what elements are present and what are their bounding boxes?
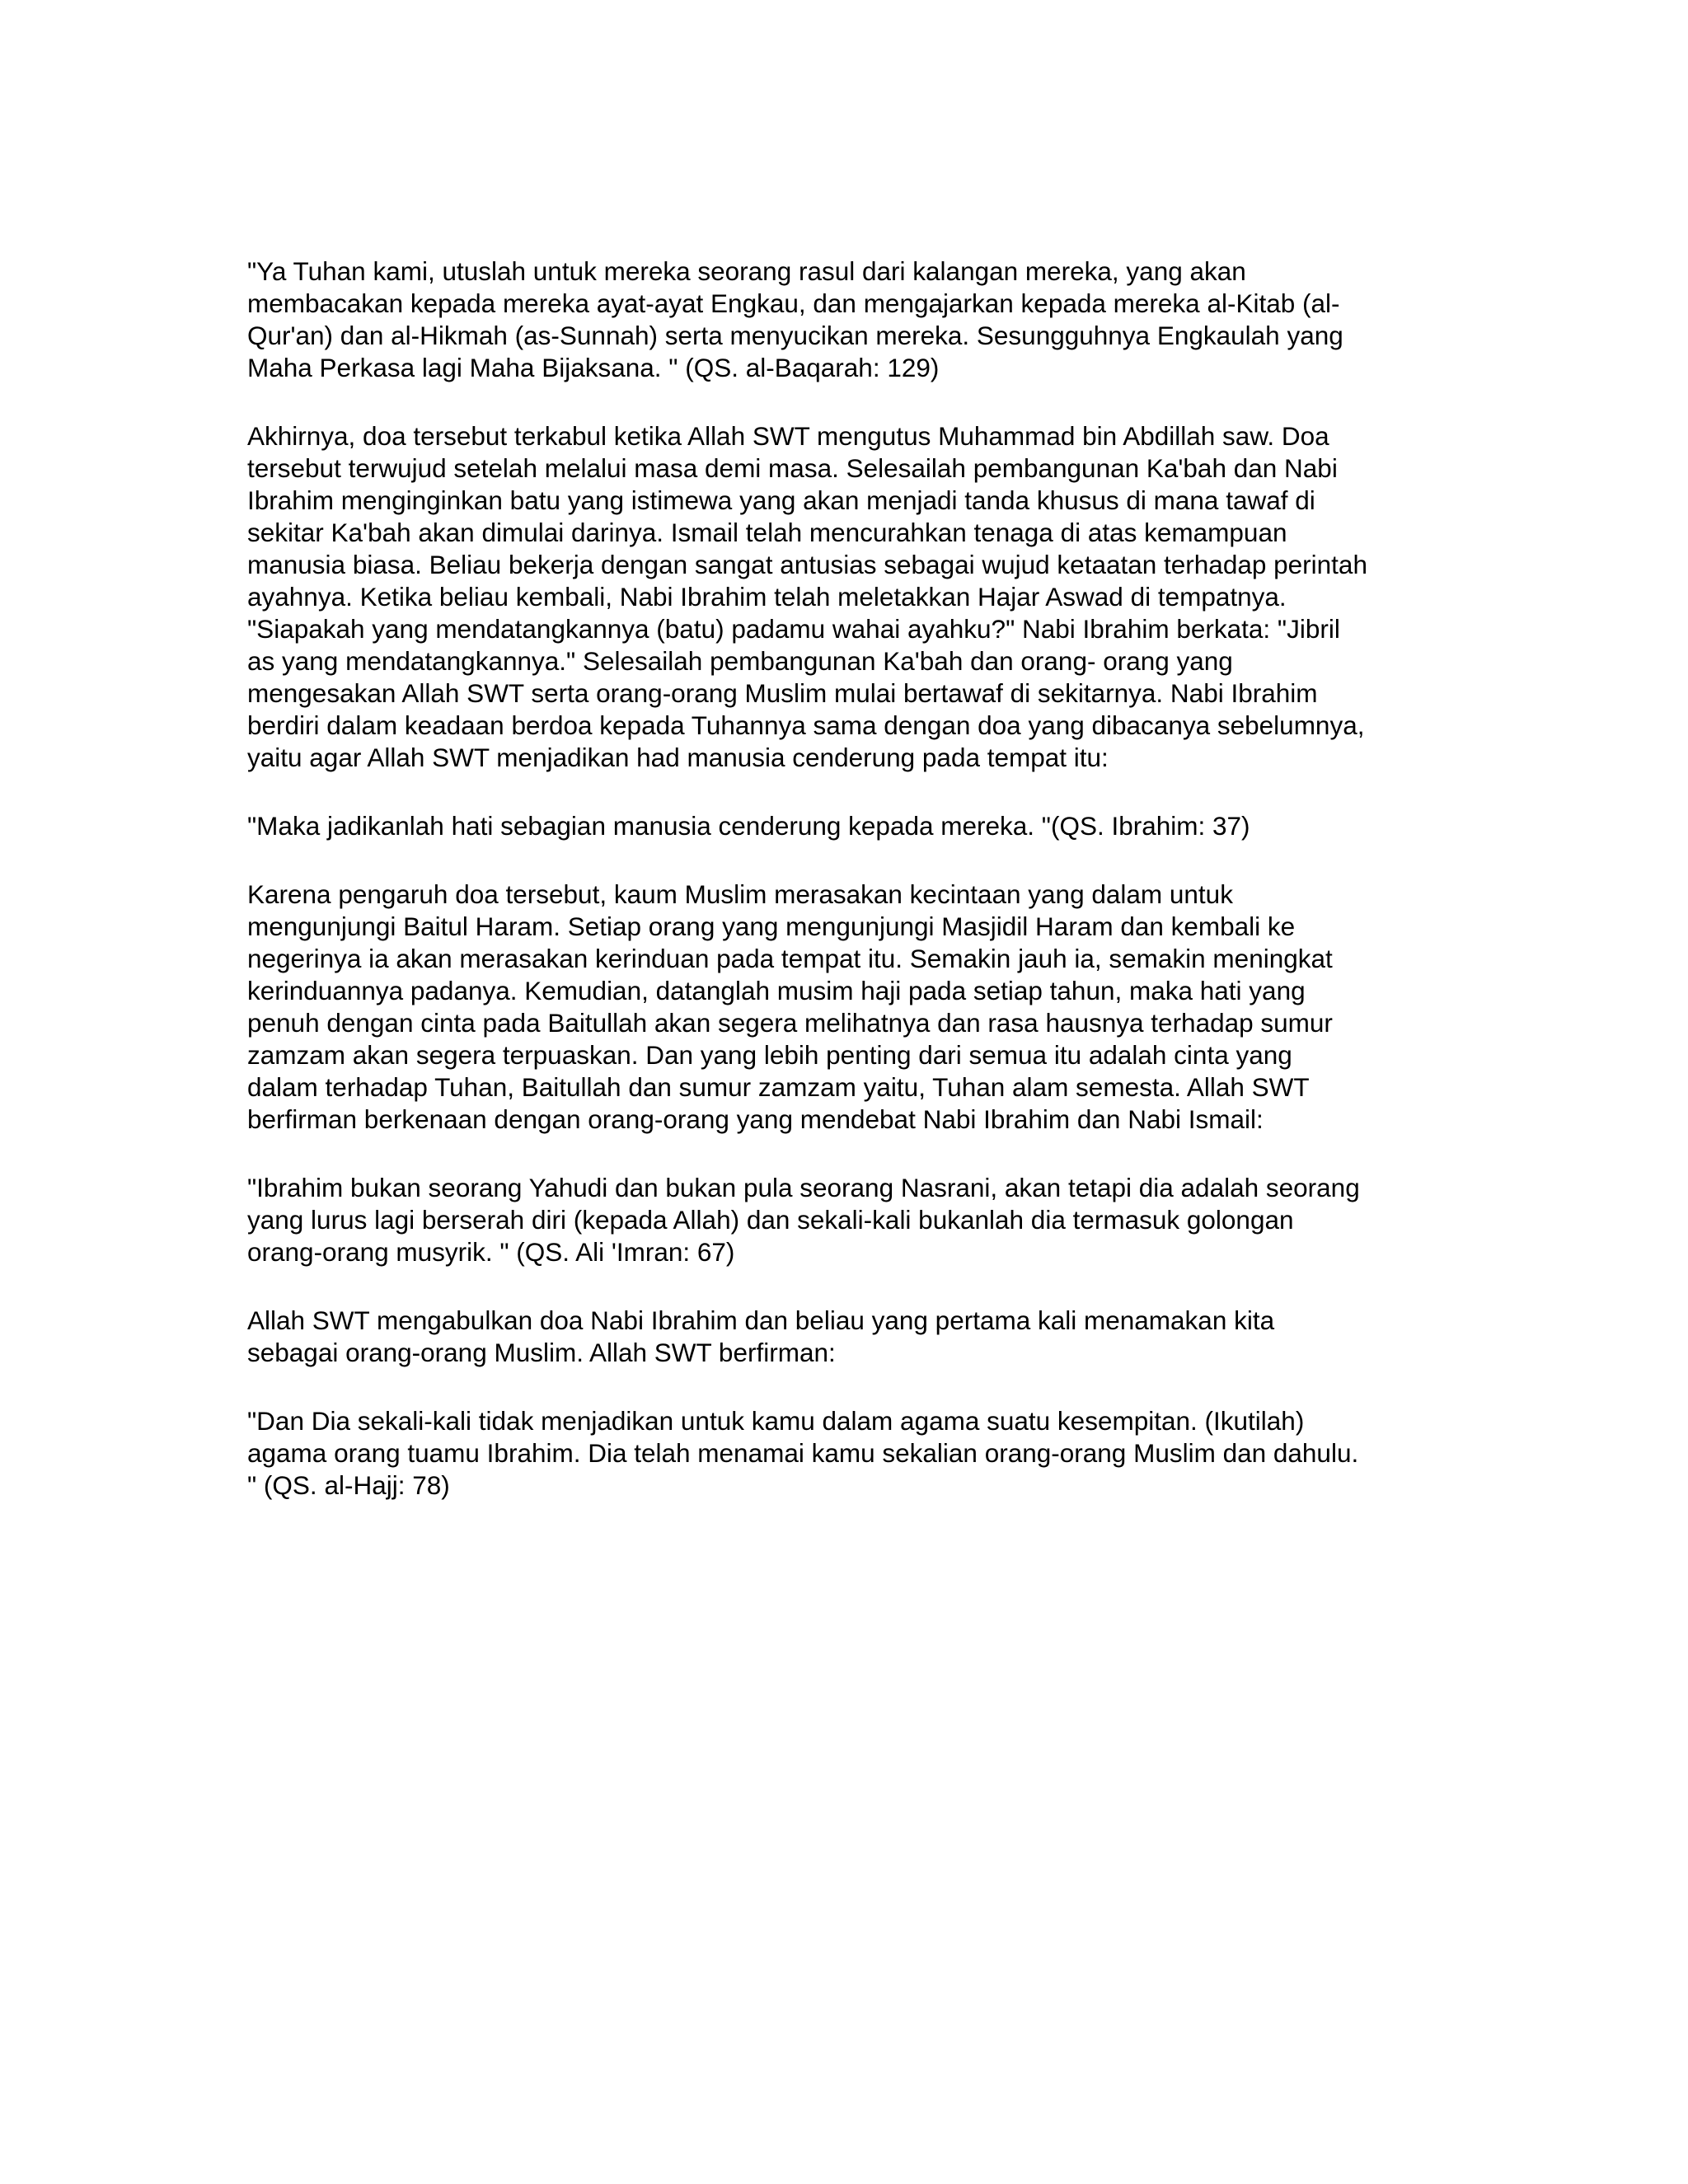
text-line: mengunjungi Baitul Haram. Setiap orang yang mengunjungi Masjidil Haram dan kembali ke: [247, 912, 1296, 941]
text-line: Ibrahim menginginkan batu yang istimewa yang akan menjadi tanda khusus di mana tawaf di: [247, 485, 1315, 515]
paragraph-gap: [247, 1136, 1442, 1172]
text-line: "Ya Tuhan kami, utuslah untuk mereka seorang rasul dari kalangan mereka, yang akan: [247, 256, 1246, 286]
paragraph-gap: [247, 384, 1442, 420]
text-line: Allah SWT mengabulkan doa Nabi Ibrahim dan beliau yang pertama kali menamakan kita: [247, 1305, 1275, 1335]
text-line: "Dan Dia sekali-kali tidak menjadikan untuk kamu dalam agama suatu kesempitan. (Ikutilah): [247, 1406, 1305, 1436]
text-line: Akhirnya, doa tersebut terkabul ketika Allah SWT mengutus Muhammad bin Abdillah saw. Doa: [247, 421, 1329, 451]
paragraph-narrative-kabah: [247, 420, 1442, 774]
paragraph-gap: [247, 774, 1442, 810]
text-line: tersebut terwujud setelah melalui masa demi masa. Selesailah pembangunan Ka'bah dan Nabi: [247, 453, 1338, 483]
paragraph-narrative-muslim: [247, 1305, 1442, 1369]
text-line: membacakan kepada mereka ayat-ayat Engkau, dan mengajarkan kepada mereka al-Kitab (al-: [247, 288, 1340, 318]
document-body: [247, 255, 1442, 1502]
text-line: Qur'an) dan al-Hikmah (as-Sunnah) serta menyucikan mereka. Sesungguhnya Engkaulah yang: [247, 321, 1343, 350]
paragraph-quote-ibrahim: [247, 810, 1442, 842]
text-line: dalam terhadap Tuhan, Baitullah dan sumur zamzam yaitu, Tuhan alam semesta. Allah SWT: [247, 1072, 1310, 1102]
text-line: yaitu agar Allah SWT menjadikan had manusia cenderung pada tempat itu:: [247, 743, 1109, 772]
text-line: ayahnya. Ketika beliau kembali, Nabi Ibrahim telah meletakkan Hajar Aswad di tempatnya.: [247, 582, 1287, 612]
text-line: kerinduannya padanya. Kemudian, datanglah musim haji pada setiap tahun, maka hati yang: [247, 976, 1306, 1005]
paragraph-quote-ali-imran: [247, 1172, 1442, 1268]
text-line: manusia biasa. Beliau bekerja dengan sangat antusias sebagai wujud ketaatan terhadap perintah: [247, 550, 1367, 579]
text-line: orang-orang musyrik. " (QS. Ali 'Imran: 67): [247, 1237, 735, 1267]
text-line: as yang mendatangkannya." Selesailah pembangunan Ka'bah dan orang- orang yang: [247, 646, 1233, 676]
paragraph-quote-baqarah: [247, 255, 1442, 384]
paragraph-gap: [247, 1268, 1442, 1305]
text-line: sebagai orang-orang Muslim. Allah SWT berfirman:: [247, 1338, 836, 1367]
text-line: Maha Perkasa lagi Maha Bijaksana. " (QS. al-Baqarah: 129): [247, 353, 940, 382]
text-line: agama orang tuamu Ibrahim. Dia telah menamai kamu sekalian orang-orang Muslim dan dahulu.: [247, 1438, 1359, 1468]
text-line: "Siapakah yang mendatangkannya (batu) padamu wahai ayahku?" Nabi Ibrahim berkata: "Jibril: [247, 614, 1340, 644]
paragraph-quote-hajj: [247, 1405, 1442, 1502]
text-line: penuh dengan cinta pada Baitullah akan segera melihatnya dan rasa hausnya terhadap sumur: [247, 1008, 1333, 1038]
paragraph-gap: [247, 1369, 1442, 1405]
text-line: Karena pengaruh doa tersebut, kaum Muslim merasakan kecintaan yang dalam untuk: [247, 879, 1233, 909]
text-line: "Ibrahim bukan seorang Yahudi dan bukan pula seorang Nasrani, akan tetapi dia adalah seorang: [247, 1173, 1360, 1202]
text-line: sekitar Ka'bah akan dimulai darinya. Ismail telah mencurahkan tenaga di atas kemampuan: [247, 518, 1287, 547]
text-line: mengesakan Allah SWT serta orang-orang Muslim mulai bertawaf di sekitarnya. Nabi Ibrahim: [247, 678, 1318, 708]
text-line: zamzam akan segera terpuaskan. Dan yang lebih penting dari semua itu adalah cinta yang: [247, 1040, 1292, 1070]
text-line: yang lurus lagi berserah diri (kepada Allah) dan sekali-kali bukanlah dia termasuk golongan: [247, 1205, 1294, 1235]
text-line: berdiri dalam keadaan berdoa kepada Tuhannya sama dengan doa yang dibacanya sebelumnya,: [247, 710, 1365, 740]
text-line: "Maka jadikanlah hati sebagian manusia cenderung kepada mereka. "(QS. Ibrahim: 37): [247, 811, 1250, 841]
text-line: berfirman berkenaan dengan orang-orang yang mendebat Nabi Ibrahim dan Nabi Ismail:: [247, 1104, 1264, 1134]
paragraph-narrative-baitul-haram: [247, 879, 1442, 1136]
text-line: negerinya ia akan merasakan kerinduan pada tempat itu. Semakin jauh ia, semakin meningkat: [247, 944, 1333, 973]
paragraph-gap: [247, 842, 1442, 879]
text-line: " (QS. al-Hajj: 78): [247, 1470, 450, 1500]
